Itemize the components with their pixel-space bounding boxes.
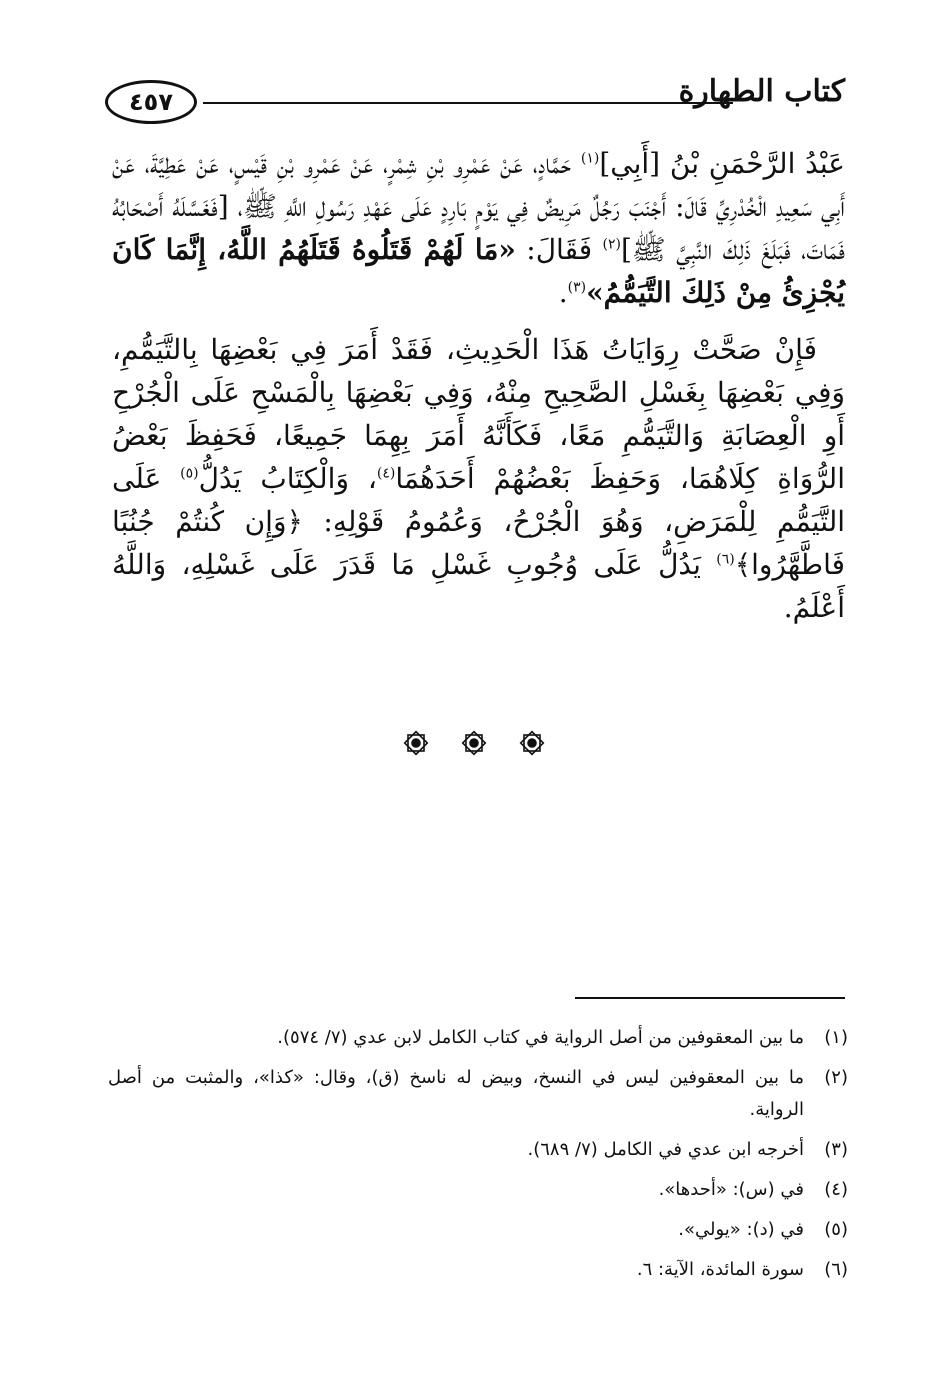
paragraph-1-text: عَبْدُ الرَّحْمَنِ بْنُ [أَبِي] xyxy=(599,147,845,180)
footnote-item xyxy=(108,1214,848,1246)
footnote-number: (٣) xyxy=(824,1139,848,1160)
ornament-icon xyxy=(459,728,489,758)
footnotes xyxy=(108,1022,848,1294)
hadith-quote: «مَا لَهُمْ قَتَلُوهُ قَتَلَهُمُ اللَّهُ، إِنَّمَا كَانَ يُجْزِئُ مِنْ ذَلِكَ التَّيَمُّمُ» xyxy=(112,233,845,309)
book-title: كتاب الطهارة xyxy=(678,74,845,109)
footnote-separator xyxy=(575,997,845,999)
paragraph-2-text-4: يَدُلُّ عَلَى وُجُوبِ غَسْلِ مَا قَدَرَ عَلَى غَسْلِهِ، وَاللَّهُ أَعْلَمُ. xyxy=(112,548,845,624)
footnote-text: أخرجه ابن عدي في الكامل (٧/ ٦٨٩). xyxy=(527,1139,804,1160)
footnote-ref-3: (٣) xyxy=(567,279,587,296)
paragraph-2-text-3: عَلَى التَّيَمُّمِ لِلْمَرَضِ، وَهُوَ الْجُرْحُ، وَعُمُومُ قَوْلِهِ: ﴿وَإِن كُنتُمْ جُنُبًا فَاطَّهَّرُوا﴾ xyxy=(112,462,845,581)
footnote-number: (٦) xyxy=(824,1259,848,1280)
footnote-item xyxy=(108,1062,848,1126)
page-header xyxy=(105,72,845,132)
footnote-ref-2: (٢) xyxy=(602,236,621,253)
footnote-item xyxy=(108,1134,848,1166)
paragraph-1 xyxy=(112,142,845,314)
paragraph-1-text-2: حَمَّادٍ، عَنْ عَمْرِو بْنِ شِمْرٍ، عَنْ عَمْرِو بْنِ قَيْسٍ، عَنْ عَطِيَّةَ، عَنْ أَبِي سَعِيدِ الْخُدْرِيِّ قَالَ: أَجْنَبَ رَجُلٌ مَرِيضٌ فِي يَوْمٍ بَارِدٍ عَلَى عَهْدِ رَسُولِ اللَّهِ ﷺ، [فَغَسَّلَهُ أَصْحَابُهُ فَمَاتَ، فَبَلَغَ ذَلِكَ النَّبِيَّ ﷺ] xyxy=(112,147,845,266)
footnote-ref-5: (٥) xyxy=(180,465,199,482)
header-rule xyxy=(203,102,733,104)
footnote-number: (٥) xyxy=(824,1219,848,1240)
footnote-item xyxy=(108,1254,848,1286)
footnote-item xyxy=(108,1022,848,1054)
paragraph-2 xyxy=(112,328,845,629)
page-number: ٤٥٧ xyxy=(105,80,197,124)
footnote-number: (٤) xyxy=(824,1179,848,1200)
footnote-text: في (د): «يولي». xyxy=(678,1219,804,1240)
footnote-number: (١) xyxy=(824,1027,848,1048)
footnote-text: ما بين المعقوفين من أصل الرواية في كتاب الكامل لابن عدي (٧/ ٥٧٤). xyxy=(277,1027,804,1048)
footnote-number: (٢) xyxy=(824,1067,848,1088)
paragraph-1-text-3: فَقَالَ: xyxy=(515,233,603,266)
footnote-item xyxy=(108,1174,848,1206)
main-text xyxy=(112,142,845,629)
paragraph-2-text: فَإِنْ صَحَّتْ رِوَايَاتُ هَذَا الْحَدِيثِ، فَقَدْ أَمَرَ فِي بَعْضِهَا بِالتَّيَمُّمِ، وَفِي بَعْضِهَا بِغَسْلِ الصَّحِيحِ مِنْهُ، وَفِي بَعْضِهَا بِالْمَسْحِ عَلَى الْجُرْحِ أَوِ الْعِصَابَةِ وَالتَّيَمُّمِ مَعًا، فَكَأَنَّهُ أَمَرَ بِهِمَا جَمِيعًا، فَحَفِظَ بَعْضُ الرُّوَاةِ كِلَاهُمَا، وَحَفِظَ بَعْضُهُمْ أَحَدَهُمَا xyxy=(112,333,845,495)
paragraph-2-text-2: ، وَالْكِتَابُ يَدُلُّ xyxy=(198,462,377,495)
footnote-text: ما بين المعقوفين ليس في النسخ، وبيض له ناسخ (ق)، وقال: «كذا»، والمثبت من أصل الرواية. xyxy=(108,1067,804,1120)
ornament-icon xyxy=(401,728,431,758)
quote-end: . xyxy=(558,276,568,309)
footnote-text: سورة المائدة، الآية: ٦. xyxy=(636,1259,804,1280)
footnote-ref-4: (٤) xyxy=(376,465,396,482)
footnote-ref-6: (٦) xyxy=(716,551,735,568)
footnote-ref-1: (١) xyxy=(580,150,600,167)
footnote-text: في (س): «أحدها». xyxy=(658,1179,804,1200)
section-ornaments xyxy=(0,728,948,758)
ornament-icon xyxy=(517,728,547,758)
